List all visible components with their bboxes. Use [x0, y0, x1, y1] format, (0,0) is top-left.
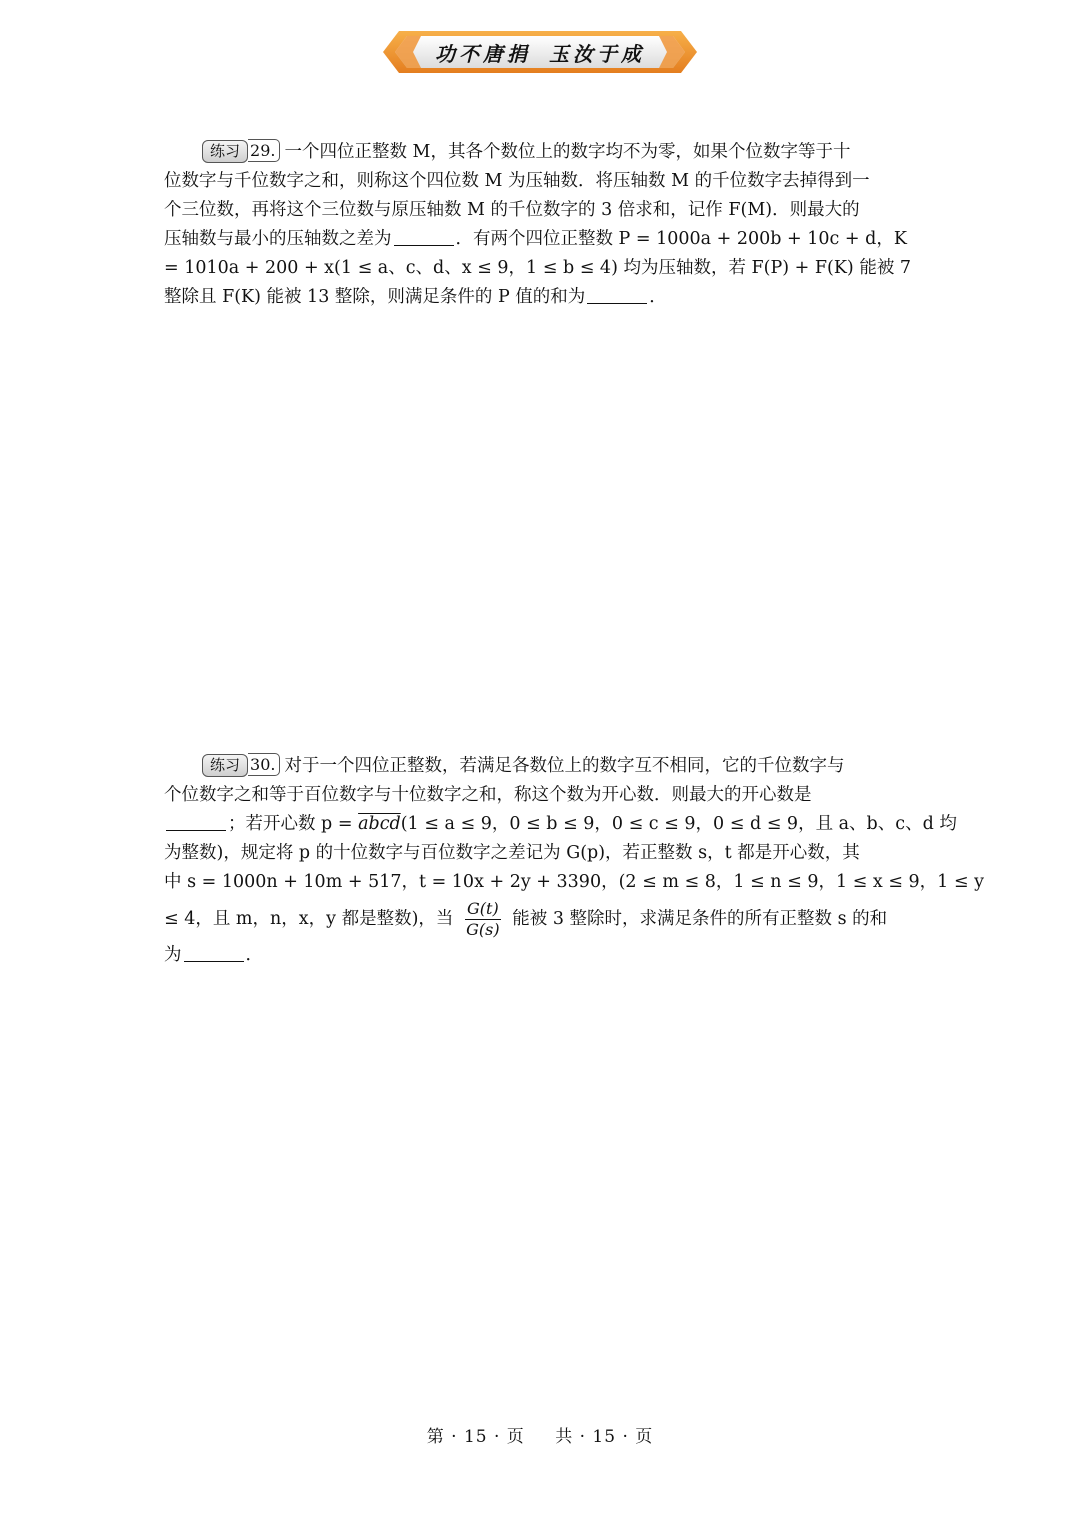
problem-text: 一个四位正整数 M，其各个数位上的数字均不为零，如果个位数字等于十: [284, 142, 851, 162]
problem-text: 能被 3 整除时，求满足条件的所有正整数 s 的和: [512, 909, 888, 929]
page-footer: [0, 1422, 1080, 1447]
problem-line: 中 s = 1000n + 10m + 517，t = 10x + 2y + 3390，(2 ≤ m ≤ 8，1 ≤ n ≤ 9，1 ≤ x ≤ 9，1 ≤ y: [164, 872, 984, 892]
problem-text: 对于一个四位正整数，若满足各数位上的数字互不相同，它的千位数字与: [284, 756, 845, 776]
problem-text: (1 ≤ a ≤ 9，0 ≤ b ≤ 9，0 ≤ c ≤ 9，0 ≤ d ≤ 9，且 a、b、c、d 均: [400, 814, 957, 834]
problem-text: 压轴数与最小的压轴数之差为: [164, 229, 392, 249]
exercise-number: 30.: [248, 753, 280, 776]
problem-line: [164, 283, 920, 312]
problem-text: ≤ 4，且 m，n，x，y 都是整数)，当: [164, 909, 454, 929]
exercise-30: [164, 752, 984, 970]
answer-blank[interactable]: [394, 227, 454, 246]
problem-line: [164, 138, 920, 167]
answer-blank[interactable]: [587, 285, 647, 304]
problem-line: [164, 941, 920, 970]
problem-text: ．: [245, 945, 263, 965]
fraction: [465, 899, 501, 940]
problem-line: = 1010a + 200 + x(1 ≤ a、c、d、x ≤ 9，1 ≤ b ≤ 4) 均为压轴数，若 F(P) + F(K) 能被 7: [164, 258, 912, 278]
page-current: 第 · 15 · 页: [426, 1427, 525, 1447]
problem-line: [164, 810, 957, 839]
exercise-number: 29.: [248, 139, 280, 162]
banner-motto: [383, 31, 697, 73]
exercise-tag: 练习: [202, 140, 248, 163]
problem-line: 为整数)，规定将 p 的十位数字与百位数字之差记为 G(p)，若正整数 s，t 都是开心数，其: [164, 843, 860, 863]
answer-blank[interactable]: [184, 943, 244, 962]
motto-right: 玉汝于成: [549, 41, 645, 66]
overline-digits: abcd: [358, 814, 401, 834]
fraction-numerator: G(t): [467, 899, 499, 918]
exercise-29: [164, 138, 920, 312]
problem-line: 个位数字之和等于百位数字与十位数字之和，称这个数为开心数．则最大的开心数是: [164, 785, 812, 805]
problem-line: 位数字与千位数字之和，则称这个四位数 M 为压轴数．将压轴数 M 的千位数字去掉得到一: [164, 171, 870, 191]
header-banner: [383, 31, 697, 73]
fraction-denominator: G(s): [466, 920, 500, 939]
problem-line: [164, 897, 920, 941]
exercise-tag: 练习: [202, 754, 248, 777]
problem-text: ．: [649, 287, 667, 307]
problem-text: 整除且 F(K) 能被 13 整除，则满足条件的 P 值的和为: [164, 287, 586, 307]
problem-text: 为: [164, 945, 182, 965]
answer-blank[interactable]: [166, 812, 226, 831]
motto-left: 功不唐捐: [435, 41, 531, 66]
problem-line: [164, 225, 920, 254]
problem-line: [164, 752, 920, 781]
problem-text: ．有两个四位正整数 P = 1000a + 200b + 10c + d，K: [455, 229, 907, 249]
problem-line: 个三位数，再将这个三位数与原压轴数 M 的千位数字的 3 倍求和，记作 F(M)．则最大的: [164, 200, 860, 220]
page-total: 共 · 15 · 页: [555, 1427, 654, 1447]
problem-text: ；若开心数 p =: [228, 814, 353, 834]
